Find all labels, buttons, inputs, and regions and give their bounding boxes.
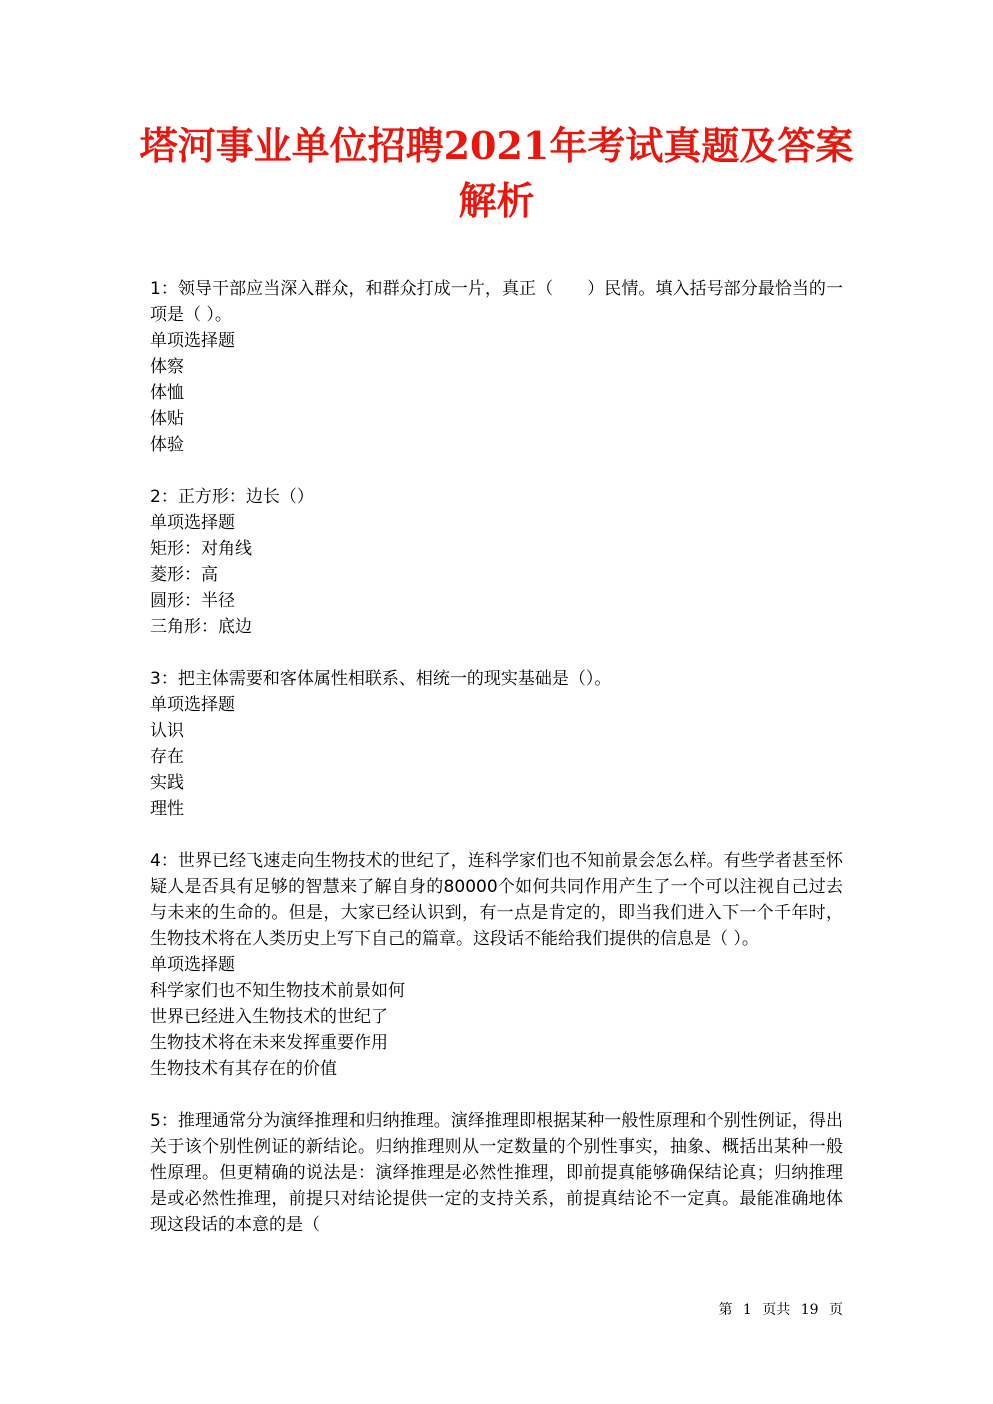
option-c: 体贴 bbox=[150, 409, 184, 429]
page-prefix: 第 bbox=[718, 1302, 733, 1318]
question-list bbox=[150, 276, 843, 1264]
option-b: 世界已经进入生物技术的世纪了 bbox=[150, 1007, 388, 1027]
option-a: 认识 bbox=[150, 721, 184, 741]
question-5 bbox=[150, 1108, 843, 1238]
question-1 bbox=[150, 276, 843, 458]
question-2 bbox=[150, 484, 843, 640]
option-c: 生物技术将在未来发挥重要作用 bbox=[150, 1033, 388, 1053]
question-4 bbox=[150, 848, 843, 1082]
document-title bbox=[130, 118, 863, 228]
question-type: 单项选择题 bbox=[150, 331, 235, 351]
question-stem: 3：把主体需要和客体属性相联系、相统一的现实基础是（）。 bbox=[150, 669, 612, 689]
page-suffix: 页 bbox=[829, 1302, 843, 1318]
option-a: 体察 bbox=[150, 357, 184, 377]
page-total: 19 bbox=[800, 1302, 819, 1318]
option-d: 体验 bbox=[150, 435, 184, 455]
question-type: 单项选择题 bbox=[150, 695, 235, 715]
page-current: 1 bbox=[742, 1302, 752, 1318]
option-b: 体恤 bbox=[150, 383, 184, 403]
option-c: 圆形：半径 bbox=[150, 591, 235, 611]
question-type: 单项选择题 bbox=[150, 513, 235, 533]
page-middle: 页共 bbox=[762, 1302, 791, 1318]
question-stem: 1：领导干部应当深入群众，和群众打成一片，真正（ ）民情。填入括号部分最恰当的一项是（ ）。 bbox=[150, 279, 843, 325]
option-d: 理性 bbox=[150, 799, 184, 819]
option-b: 菱形：高 bbox=[150, 565, 218, 585]
question-type: 单项选择题 bbox=[150, 955, 235, 975]
question-stem: 5：推理通常分为演绎推理和归纳推理。演绎推理即根据某种一般性原理和个别性例证，得出关于该个别性例证的新结论。归纳推理则从一定数量的个别性事实，抽象、概括出某种一般性原理。但更精确的说法是：演绎推理是必然性推理，即前提真能够确保结论真；归纳推理是或必然性推理，前提只对结论提供一定的支持关系，前提真结论不一定真。最能准确地体现这段话的本意的是（ bbox=[150, 1111, 843, 1235]
option-c: 实践 bbox=[150, 773, 184, 793]
title-line-1: 塔河事业单位招聘2021年考试真题及答案 bbox=[139, 123, 854, 168]
question-stem: 4：世界已经飞速走向生物技术的世纪了，连科学家们也不知前景会怎么样。有些学者甚至怀疑人是否具有足够的智慧来了解自身的80000个如何共同作用产生了一个可以注视自己过去与未来的生命的。但是，大家已经认识到，有一点是肯定的，即当我们进入下一个千年时，生物技术将在人类历史上写下自己的篇章。这段话不能给我们提供的信息是（ ）。 bbox=[150, 851, 843, 949]
option-d: 生物技术有其存在的价值 bbox=[150, 1059, 337, 1079]
option-a: 矩形：对角线 bbox=[150, 539, 252, 559]
page-number bbox=[600, 1300, 843, 1320]
question-3 bbox=[150, 666, 843, 822]
title-line-2: 解析 bbox=[458, 178, 535, 223]
option-d: 三角形：底边 bbox=[150, 617, 252, 637]
option-a: 科学家们也不知生物技术前景如何 bbox=[150, 981, 405, 1001]
question-stem: 2：正方形：边长（） bbox=[150, 487, 314, 507]
option-b: 存在 bbox=[150, 747, 184, 767]
